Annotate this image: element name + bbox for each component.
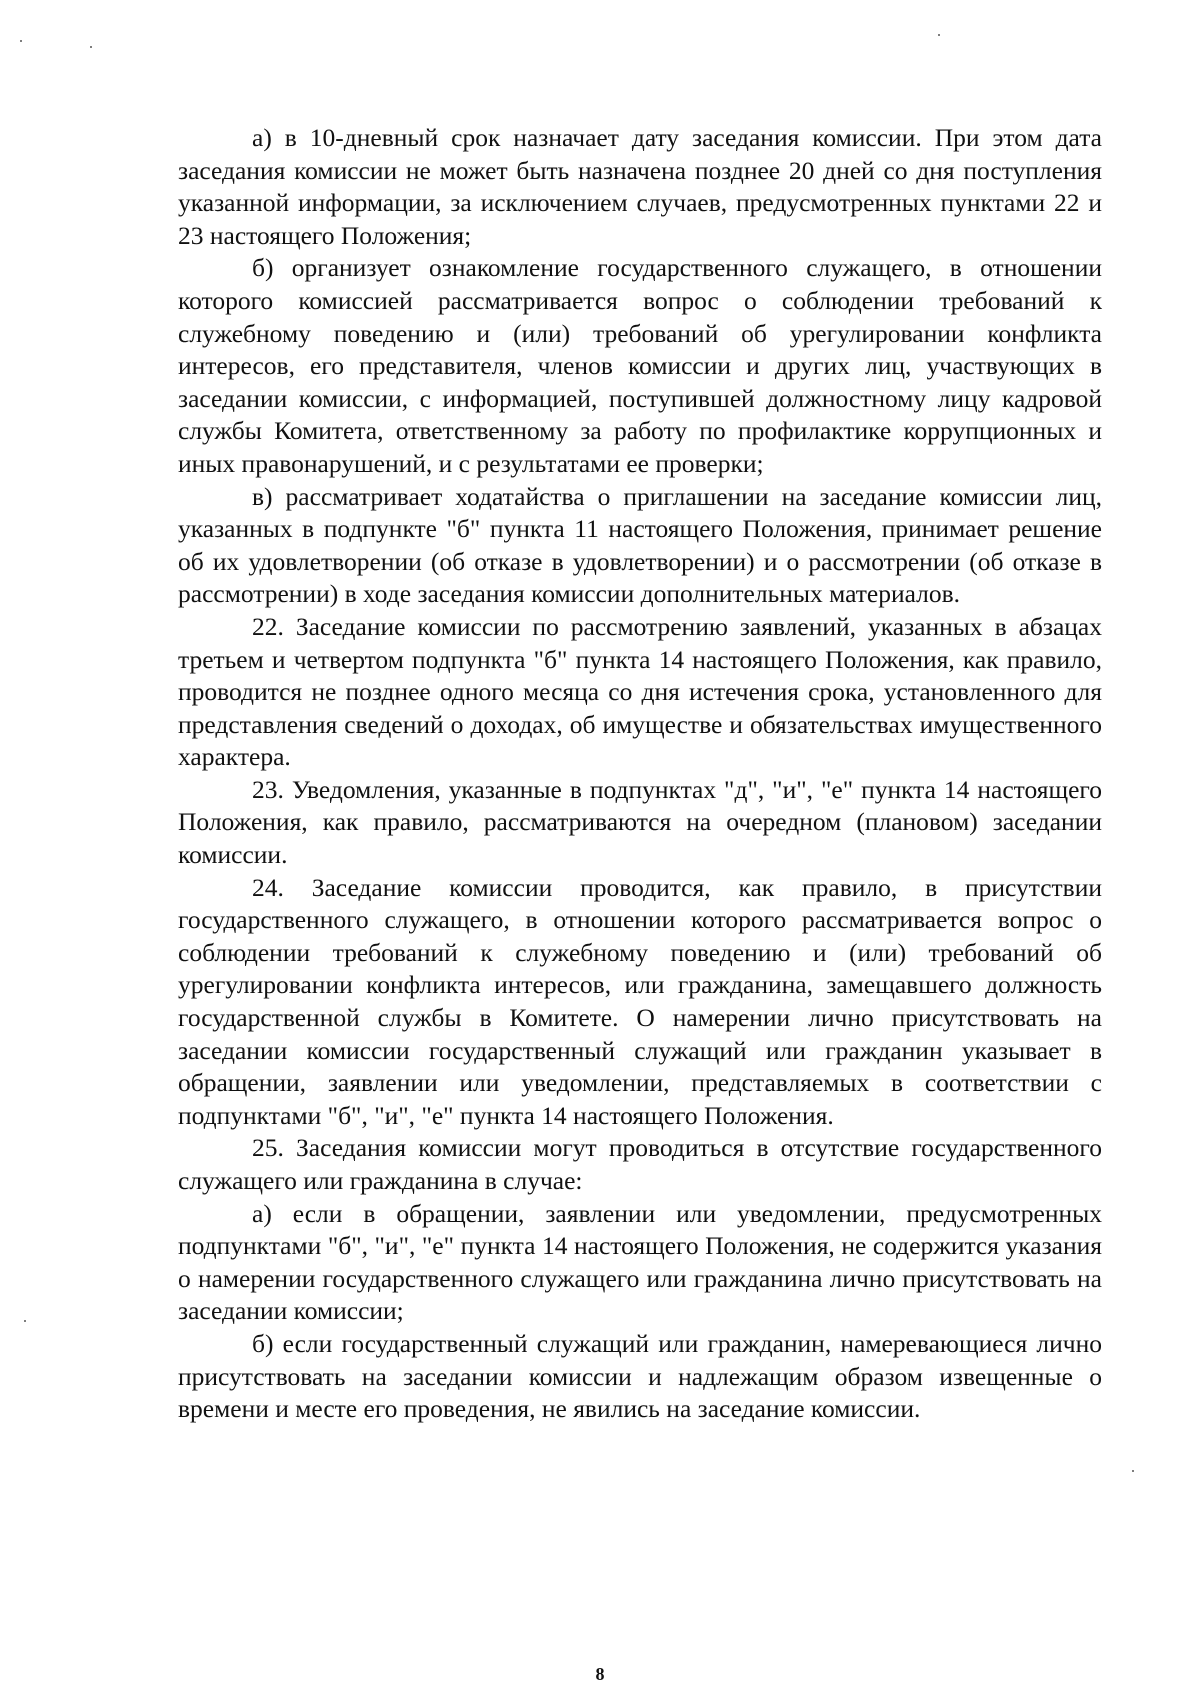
paragraph-22: 22. Заседание комиссии по рассмотрению заявлений, указанных в абзацах третьем и четвертом подпункта "б" пункта 14 настоящего Положения, как правило, проводится не позднее одного месяца со дня истечения срока, установленного для представления сведений о доходах, об имуществе и обязательствах имущественного характера. <box>178 611 1102 772</box>
paragraph-25-b: б) если государственный служащий или гражданин, намеревающиеся лично присутствовать на заседании комиссии и надлежащим образом извещенные о времени и месте его проведения, не явились на заседание комиссии. <box>178 1328 1102 1424</box>
scan-speck <box>20 40 22 42</box>
scan-speck <box>24 1320 26 1322</box>
document-body <box>178 122 1102 1426</box>
paragraph-25-a: а) если в обращении, заявлении или уведомлении, предусмотренных подпунктами "б", "и", "е" пункта 14 настоящего Положения, не содержится указания о намерении государственного служащего или гражданина лично присутствовать на заседании комиссии; <box>178 1198 1102 1326</box>
scan-speck <box>938 34 940 36</box>
paragraph-24: 24. Заседание комиссии проводится, как правило, в присутствии государственного служащего, в отношении которого рассматривается вопрос о соблюдении требований к служебному поведению и (или) требований об урегулировании конфликта интересов, или гражданина, замещавшего должность государственной службы в Комитете. О намерении лично присутствовать на заседании комиссии государственный служащий или гражданин указывает в обращении, заявлении или уведомлении, представляемых в соответствии с подпунктами "б", "и", "е" пункта 14 настоящего Положения. <box>178 872 1102 1130</box>
paragraph-v-petitions: в) рассматривает ходатайства о приглашении на заседание комиссии лиц, указанных в подпункте "б" пункта 11 настоящего Положения, принимает решение об их удовлетворении (об отказе в удовлетворении) и о рассмотрении (об отказе в рассмотрении) в ходе заседания комиссии дополнительных материалов. <box>178 481 1102 609</box>
paragraph-b-familiarization: б) организует ознакомление государственного служащего, в отношении которого комиссией рассматривается вопрос о соблюдении требований к служебному поведению и (или) требований об урегулировании конфликта интересов, его представителя, членов комиссии и других лиц, участвующих в заседании комиссии, с информацией, поступившей должностному лицу кадровой службы Комитета, ответственному за работу по профилактике коррупционных и иных правонарушений, и с результатами ее проверки; <box>178 253 1102 478</box>
paragraph-25: 25. Заседания комиссии могут проводиться в отсутствие государственного служащего или гражданина в случае: <box>178 1133 1102 1195</box>
paragraph-a-date: а) в 10-дневный срок назначает дату заседания комиссии. При этом дата заседания комиссии не может быть назначена позднее 20 дней со дня поступления указанной информации, за исключением случаев, предусмотренных пунктами 22 и 23 настоящего Положения; <box>178 123 1102 250</box>
page-number: 8 <box>595 1664 605 1684</box>
paragraph-23: 23. Уведомления, указанные в подпунктах "д", "и", "е" пункта 14 настоящего Положения, как правило, рассматриваются на очередном (плановом) заседании комиссии. <box>178 774 1102 870</box>
scan-speck <box>90 46 92 48</box>
scan-speck <box>1132 1470 1134 1472</box>
